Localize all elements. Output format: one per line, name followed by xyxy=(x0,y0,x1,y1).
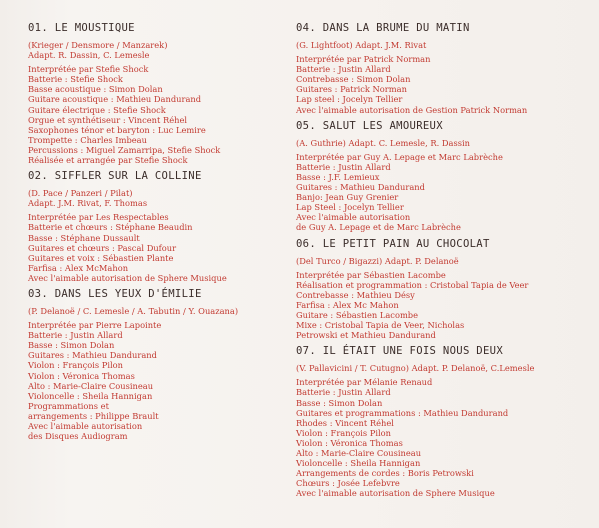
track-composers: (Del Turco / Bigazzi) Adapt. P. Delanoë xyxy=(296,255,459,266)
credit-line: Basse : Simon Dolan xyxy=(28,340,115,351)
credit-line: Interprétée par Patrick Norman xyxy=(296,54,431,65)
track-05 xyxy=(296,120,592,233)
track-composers: (A. Guthrie) Adapt. C. Lemesle, R. Dassin xyxy=(296,137,470,148)
credit-line: Guitare électrique : Stefie Shock xyxy=(28,104,166,115)
track-adaptation: Adapt. J.M. Rivat, F. Thomas xyxy=(28,198,148,209)
credit-line: de Guy A. Lepage et de Marc Labrèche xyxy=(296,222,461,233)
track-07 xyxy=(296,345,592,498)
credit-line: Basse : J.F. Lemieux xyxy=(296,171,380,182)
credit-line: Avec l'aimable autorisation xyxy=(28,421,143,431)
track-04 xyxy=(296,22,592,115)
credit-line: Batterie : Justin Allard xyxy=(296,387,391,398)
track-composers: (D. Pace / Panzeri / Pilat) xyxy=(28,188,133,199)
track-title: 04. DANS LA BRUME DU MATIN xyxy=(296,22,470,34)
credit-line: Guitares : Patrick Norman xyxy=(296,84,407,95)
track-06 xyxy=(296,238,592,341)
credit-line: Interprétée par Stefie Shock xyxy=(28,64,149,75)
credit-line: Guitares et voix : Sébastien Plante xyxy=(28,252,174,263)
credit-line: Guitares : Mathieu Dandurand xyxy=(296,182,425,193)
credit-line: Violon : François Pilon xyxy=(28,360,123,371)
track-composers: (Krieger / Densmore / Manzarek) xyxy=(28,40,168,50)
track-title: 01. LE MOUSTIQUE xyxy=(28,22,135,34)
credit-line: Violon : François Pilon xyxy=(296,427,391,438)
credit-line: Mixe : Cristobal Tapia de Veer, Nicholas xyxy=(296,320,465,331)
credit-line: Guitares et programmations : Mathieu Dandurand xyxy=(296,407,509,418)
credit-line: Batterie : Justin Allard xyxy=(296,64,391,75)
track-composers: (P. Delanoë / C. Lemesle / A. Tabutin / Y. Ouazana) xyxy=(28,305,239,316)
credit-line: Guitare : Sébastien Lacombe xyxy=(296,309,419,320)
credit-line: Avec l'aimable autorisation de Gestion Patrick Norman xyxy=(296,104,528,115)
credit-line: Violon : Véronica Thomas xyxy=(296,437,403,448)
credit-line: Programmations et xyxy=(28,400,109,411)
credit-line: Avec l'aimable autorisation xyxy=(296,212,411,223)
credit-line: Violon : Véronica Thomas xyxy=(28,370,135,381)
credit-line: Percussions : Miguel Zamarripa, Stefie Shock xyxy=(28,144,221,155)
credit-line: Lap Steel : Jocelyn Tellier xyxy=(296,202,404,213)
credit-line: arrangements : Philippe Brault xyxy=(28,410,159,421)
credit-line: Trompette : Charles Imbeau xyxy=(28,134,147,145)
credit-line: Contrebasse : Simon Dolan xyxy=(296,74,411,85)
credit-line: Guitares : Mathieu Dandurand xyxy=(28,350,157,361)
track-title: 05. SALUT LES AMOUREUX xyxy=(296,119,443,132)
credit-line: Batterie : Justin Allard xyxy=(296,161,391,172)
credit-line: Farfisa : Alex McMahon xyxy=(28,262,129,273)
credit-line: Rhodes : Vincent Réhel xyxy=(296,417,394,428)
credit-line: Basse : Stéphane Dussault xyxy=(28,232,140,243)
right-column xyxy=(296,22,592,503)
credit-line: Alto : Marie-Claire Cousineau xyxy=(28,380,154,391)
credit-line: Violoncelle : Sheila Hannigan xyxy=(296,458,421,469)
track-title: 07. IL ÉTAIT UNE FOIS NOUS DEUX xyxy=(296,345,504,358)
track-02 xyxy=(28,170,286,283)
credit-line: Banjo: Jean Guy Grenier xyxy=(296,192,399,203)
credit-line: Guitares et chœurs : Pascal Dufour xyxy=(28,242,177,253)
credit-line: Contrebasse : Mathieu Désy xyxy=(296,289,415,300)
credit-line: Interprétée par Les Respectables xyxy=(28,212,169,223)
track-title: 06. LE PETIT PAIN AU CHOCOLAT xyxy=(296,237,490,250)
track-03 xyxy=(28,288,286,441)
credit-line: Basse acoustique : Simon Dolan xyxy=(28,84,163,95)
credit-line: des Disques Audiogram xyxy=(28,431,128,442)
track-title: 03. DANS LES YEUX D'ÉMILIE xyxy=(28,287,202,300)
credit-line: Interprétée par Guy A. Lepage et Marc Labrèche xyxy=(296,151,503,162)
left-column xyxy=(28,22,286,446)
credit-line: Arrangements de cordes : Boris Petrowski xyxy=(296,468,474,479)
credit-line: Basse : Simon Dolan xyxy=(296,397,383,408)
credit-line: Interprétée par Pierre Lapointe xyxy=(28,320,162,331)
credit-line: Chœurs : Josée Lefebvre xyxy=(296,478,400,489)
credit-line: Avec l'aimable autorisation de Sphere Musique xyxy=(296,488,495,499)
track-01 xyxy=(28,22,286,165)
credit-line: Alto : Marie-Claire Cousineau xyxy=(296,448,422,458)
credit-line: Batterie : Stefie Shock xyxy=(28,74,123,85)
credit-line: Violoncelle : Sheila Hannigan xyxy=(28,390,153,401)
track-adaptation: Adapt. R. Dassin, C. Lemesle xyxy=(28,50,150,61)
credit-line: Avec l'aimable autorisation de Sphere Musique xyxy=(28,272,227,283)
credit-line: Farfisa : Alex Mc Mahon xyxy=(296,299,399,310)
credit-line: Orgue et synthétiseur : Vincent Réhel xyxy=(28,114,188,125)
track-title: 02. SIFFLER SUR LA COLLINE xyxy=(28,170,202,183)
credit-line: Lap steel : Jocelyn Tellier xyxy=(296,94,403,105)
credit-line: Interprétée par Mélanie Renaud xyxy=(296,377,433,388)
track-composers: (V. Pallavicini / T. Cutugno) Adapt. P. Delanoë, C.Lemesle xyxy=(296,363,535,374)
credit-line: Guitare acoustique : Mathieu Dandurand xyxy=(28,94,202,105)
credit-line: Interprétée par Sébastien Lacombe xyxy=(296,269,446,280)
track-composers: (G. Lightfoot) Adapt. J.M. Rivat xyxy=(296,40,427,50)
credit-line: Batterie : Justin Allard xyxy=(28,330,123,341)
credit-line: Réalisation et programmation : Cristobal Tapia de Veer xyxy=(296,279,529,290)
credit-line: Batterie et chœurs : Stéphane Beaudin xyxy=(28,222,193,233)
credit-line: Petrowski et Mathieu Dandurand xyxy=(296,330,436,341)
credit-line: Saxophones ténor et baryton : Luc Lemire xyxy=(28,124,206,135)
credit-line: Réalisée et arrangée par Stefie Shock xyxy=(28,155,188,166)
